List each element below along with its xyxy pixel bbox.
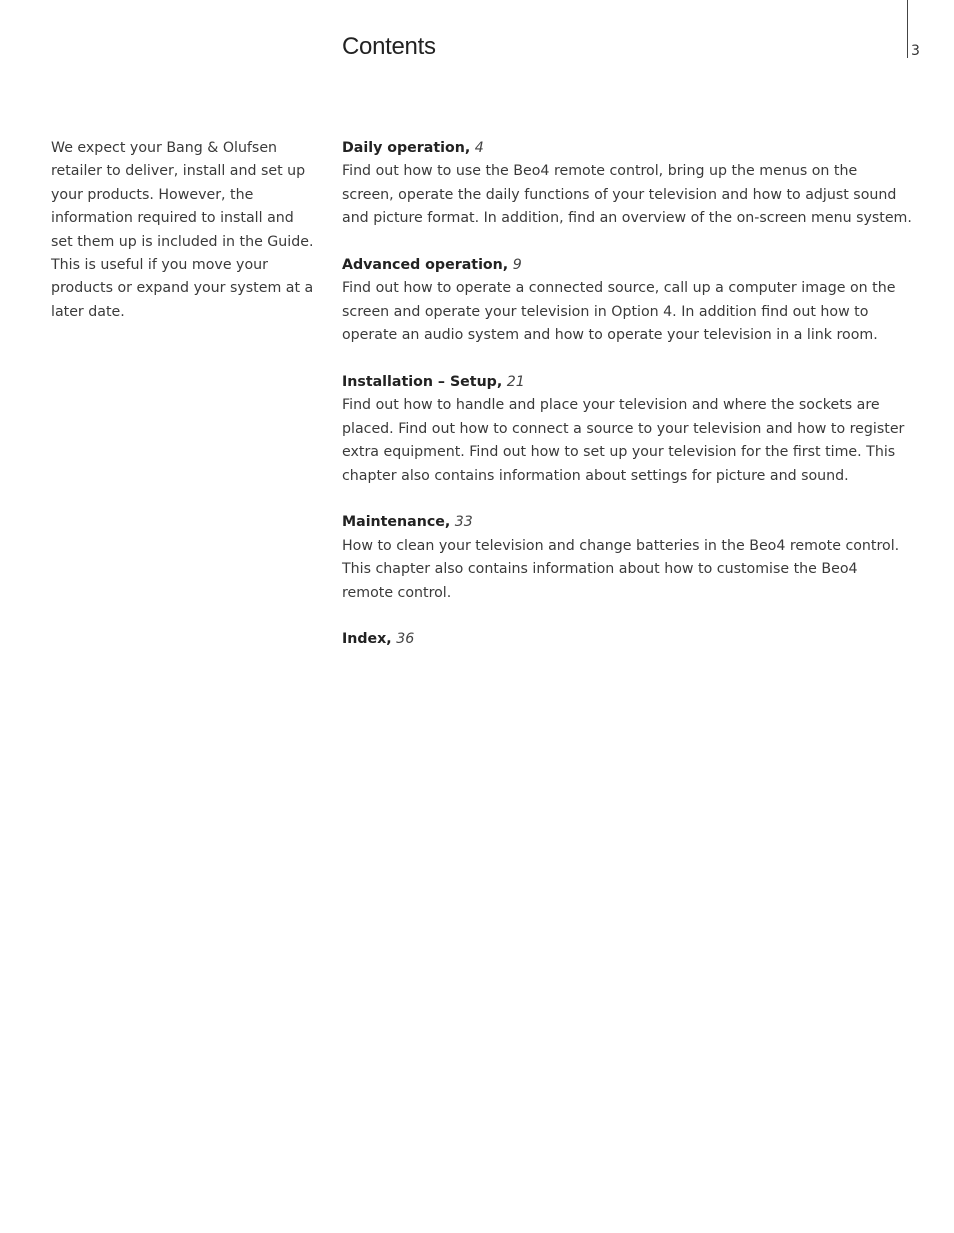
toc-description: How to clean your television and change batteries in the Beo4 remote control. This chapter also contains information about how to customise the Beo4 remote control. [342,537,900,601]
toc-page-number: 36 [396,631,415,648]
toc-description: Find out how to handle and place your television and where the sockets are placed. Find out how to connect a source to your television and how to register extra equipment. Find out how to set up your television for the first time. This chapter also contains information about settings for picture and sound. [342,397,905,484]
toc-page-number: 4 [474,140,484,156]
toc-entry-index[interactable] [342,628,912,651]
toc-heading-title: Index, [342,631,392,648]
page-number: 3 [911,43,920,59]
table-of-contents [342,137,912,675]
toc-heading [342,371,912,394]
toc-heading [342,628,912,651]
toc-heading-title: Installation – Setup, [342,374,503,391]
toc-entry-maintenance[interactable] [342,511,912,605]
toc-heading [342,137,912,160]
toc-heading [342,511,912,534]
toc-page-number: 9 [512,257,522,274]
toc-description: Find out how to use the Beo4 remote control, bring up the menus on the screen, operate the daily functions of your television and how to adjust sound and picture format. In addition, find an overview of the on-screen menu system. [342,163,912,227]
toc-description: Find out how to operate a connected source, call up a computer image on the screen and operate your television in Option 4. In addition find out how to operate an audio system and how to operate your television in a link room. [342,280,896,344]
toc-heading [342,254,912,277]
intro-paragraph: This is useful if you move your products or expand your system at a later date. [51,257,314,320]
toc-page-number: 21 [506,374,525,391]
toc-heading-title: Advanced operation, [342,257,509,274]
toc-entry-daily-operation[interactable] [342,137,912,231]
page-number-divider [907,0,908,58]
toc-heading-title: Maintenance, [342,514,451,531]
intro-text [51,137,316,324]
intro-paragraph: We expect your Bang & Olufsen retailer to deliver, install and set up your products. However, the information required to install and set them up is included in the Guide. [51,140,314,250]
toc-entry-installation-setup[interactable] [342,371,912,488]
toc-entry-advanced-operation[interactable] [342,254,912,348]
toc-heading-title: Daily operation, [342,140,471,156]
page-title: Contents [342,33,436,60]
toc-page-number: 33 [454,514,473,531]
